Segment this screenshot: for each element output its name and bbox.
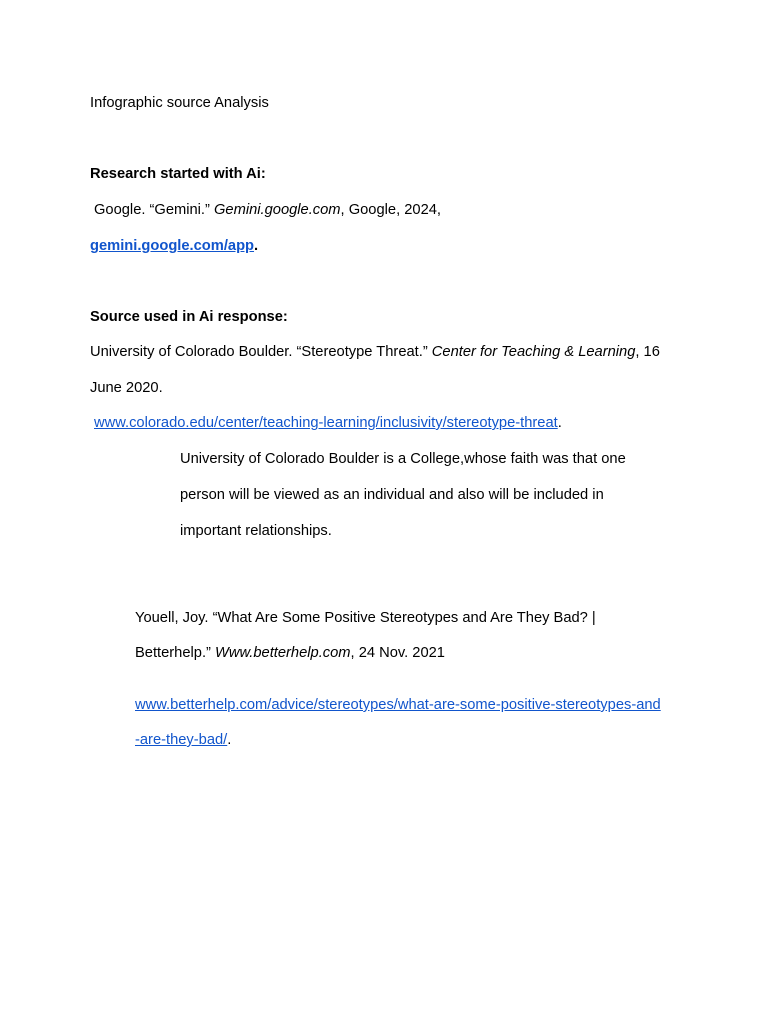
citation-colorado bbox=[90, 343, 660, 361]
citation-gemini-container: Gemini.google.com bbox=[214, 202, 341, 218]
document-title: Infographic source Analysis bbox=[90, 95, 269, 111]
citation-gemini bbox=[94, 201, 441, 219]
citation-betterhelp-container: Www.betterhelp.com bbox=[215, 645, 351, 661]
citation-colorado-rest: , 16 bbox=[635, 344, 660, 360]
citation-gemini-url-line bbox=[90, 237, 258, 255]
section-heading-research: Research started with Ai: bbox=[90, 166, 266, 182]
annotation-line: person will be viewed as an individual and also will be included in bbox=[180, 487, 604, 503]
citation-colorado-date: June 2020. bbox=[90, 380, 163, 396]
colorado-link[interactable]: www.colorado.edu/center/teaching-learning/inclusivity/stereotype-threat bbox=[94, 415, 558, 431]
betterhelp-url-line2 bbox=[135, 731, 231, 749]
citation-betterhelp-prefix: Betterhelp.” bbox=[135, 645, 216, 661]
citation-gemini-rest: , Google, 2024, bbox=[340, 202, 441, 218]
betterhelp-link-continued[interactable]: -are-they-bad/ bbox=[135, 732, 228, 748]
citation-colorado-url-line bbox=[94, 414, 562, 432]
betterhelp-link[interactable]: www.betterhelp.com/advice/stereotypes/what-are-some-positive-stereotypes-and bbox=[135, 697, 661, 713]
gemini-link-period: . bbox=[254, 238, 259, 254]
betterhelp-url-line1 bbox=[135, 696, 661, 714]
citation-betterhelp-line1: Youell, Joy. “What Are Some Positive Stereotypes and Are They Bad? | bbox=[135, 610, 596, 626]
gemini-link[interactable]: gemini.google.com/app bbox=[90, 238, 255, 254]
colorado-link-period: . bbox=[557, 415, 562, 431]
section-heading-source: Source used in Ai response: bbox=[90, 309, 288, 325]
citation-betterhelp-line2 bbox=[135, 644, 445, 662]
annotation-line: important relationships. bbox=[180, 523, 332, 539]
citation-colorado-prefix: University of Colorado Boulder. “Stereotype Threat.” bbox=[90, 344, 432, 360]
citation-colorado-container: Center for Teaching & Learning bbox=[431, 344, 636, 360]
citation-gemini-prefix: Google. “Gemini.” bbox=[94, 202, 214, 218]
annotation-line: University of Colorado Boulder is a College,whose faith was that one bbox=[180, 451, 626, 467]
betterhelp-link-period: . bbox=[227, 732, 232, 748]
citation-betterhelp-rest: , 24 Nov. 2021 bbox=[350, 645, 445, 661]
